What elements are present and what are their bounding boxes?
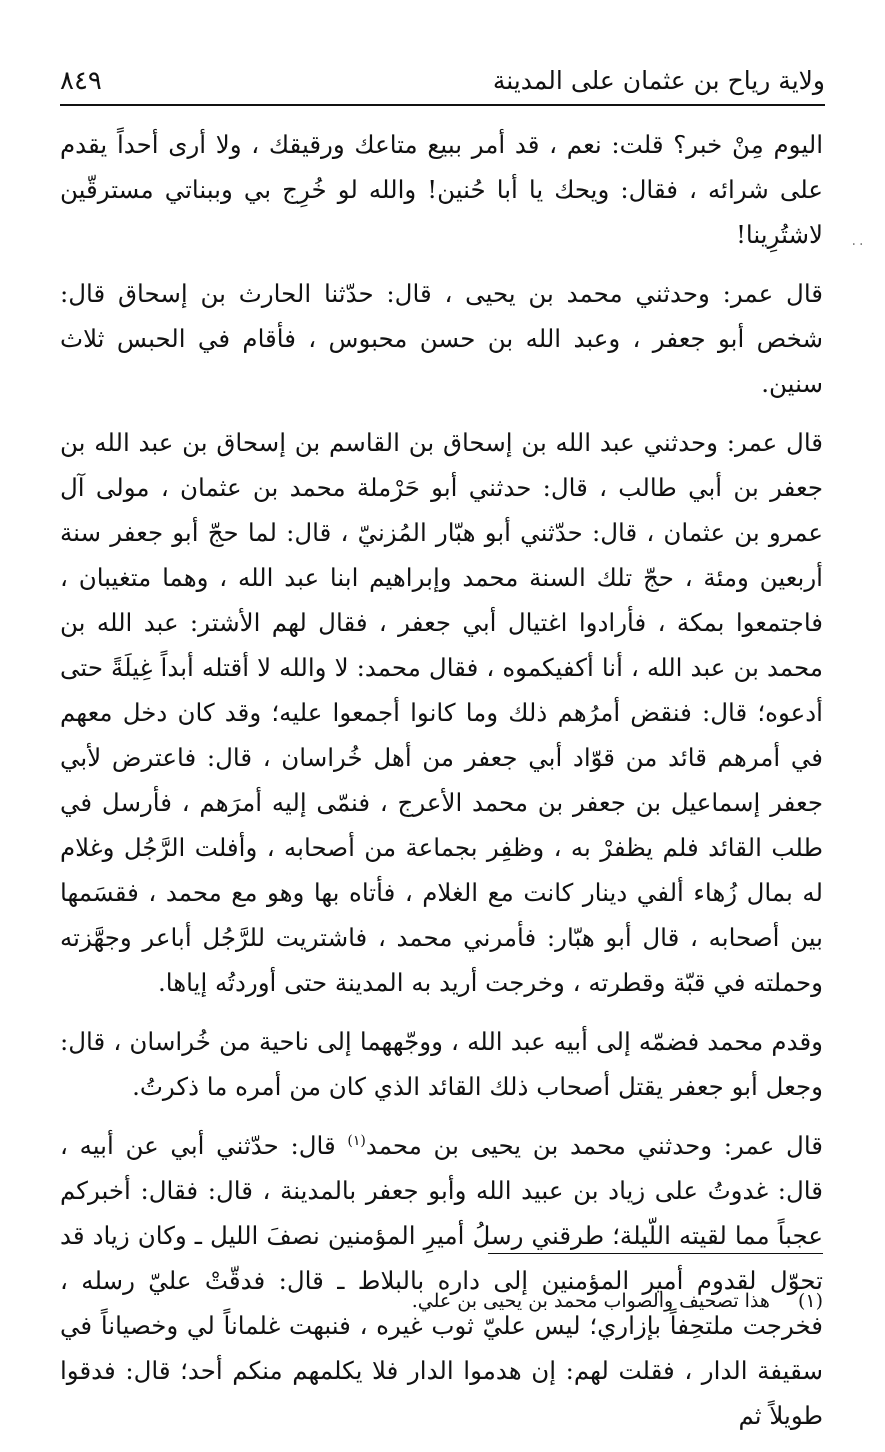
paragraph-2: قال عمر: وحدثني محمد بن يحيى ، قال: حدّثنا الحارث بن إسحاق قال: شخص أبو جعفر ، وعبد الله بن حسن محبوس ، فأقام في الحبس ثلاث سنين. [60, 279, 823, 398]
paragraph-5-body: قال: غدوتُ على زياد بن عبيد الله وأبو جعفر بالمدينة ، قال: فقال: أخبركم عجباً مما لقيته اللّيلة؛ طرقني رسلُ أميرِ المؤمنين نصفَ الليل ـ وكان زياد قد تحوّل لقدوم أمير المؤمنين إلى داره بالبلاط ـ قال: فدقّتْ عليّ رسله ، فخرجت ملتحِفاً بإزاري؛ ليس عليّ ثوب غيره ، فنبهت غلماناً لي وخصياناً في سقيفة الدار ، فقلت لهم: إن هدموا الدار فلا يكلمهم منكم أحد؛ قال: فدقوا طويلاً ثم [60, 1176, 823, 1430]
page-header [60, 52, 825, 106]
footnote-reference[interactable]: (١) [347, 1132, 366, 1149]
footnote [60, 1286, 823, 1316]
paragraph-1: اليوم مِنْ خبر؟ قلت: نعم ، قد أمر ببيع متاعك ورقيقك ، ولا أرى أحداً يقدم على شرائه ، فقال: ويحك يا أبا حُنين! والله لو خُرِج بي وببناتي مسترقّين لاشتُرِينا! [60, 130, 824, 249]
paragraph-5 [60, 1123, 823, 1438]
margin-mark: ٠٠ [849, 236, 865, 252]
paragraph-3: قال عمر: وحدثني عبد الله بن إسحاق بن القاسم بن إسحاق بن عبد الله بن جعفر بن أبي طالب ، قال: حدثني أبو حَرْملة محمد بن عثمان ، مولى آل عمرو بن عثمان ، قال: حدّثني أبو هبّار المُزنيّ ، قال: لما حجّ أبو جعفر سنة أربعين ومئة ، حجّ تلك السنة محمد وإبراهيم ابنا عبد الله ، وهما متغيبان ، فاجتمعوا بمكة ، فأرادوا اغتيال أبي جعفر ، فقال لهم الأشتر: عبد الله بن محمد بن عبد الله ، أنا أكفيكموه ، فقال محمد: لا والله لا أقتله أبداً غِيلَةً حتى أدعوه؛ قال: فنقض أمرُهم ذلك وما كانوا أجمعوا عليه؛ وقد كان دخل معهم في أمرهم قائد من قوّاد أبي جعفر من أهل خُراسان ، قال: فاعترض لأبي جعفر إسماعيل بن جعفر بن محمد الأعرج ، فنمّى إليه أمرَهم ، فأرسل في طلب القائد فلم يظفرْ به ، وظفِر بجماعة من أصحابه ، وأفلت الرَّجُل وغلام له بمال زُهاء ألفي دينار كانت مع الغلام ، فأتاه بها وهو مع محمد ، فقسَمها بين أصحابه ، قال أبو هبّار: فأمرني محمد ، فاشتريت للرَّجُل أباعر وجهَّزته وحملته في قبّة وقطرته ، وخرجت أريد به المدينة حتى أوردتُه إياها. [60, 428, 823, 997]
footnote-divider [488, 1253, 823, 1254]
page-number: ٨٤٩ [60, 66, 102, 96]
paragraph-5-continuation: قال: حدّثني أبي عن أبيه ، [60, 1131, 348, 1160]
running-title: ولاية رياح بن عثمان على المدينة [492, 66, 825, 95]
paragraph-5-opening: قال عمر: وحدثني محمد بن يحيى بن محمد [365, 1131, 823, 1160]
footnote-number: (١) [797, 1290, 823, 1312]
footnotes [60, 1286, 823, 1316]
paragraph-4: وقدم محمد فضمّه إلى أبيه عبد الله ، ووجّههما إلى ناحية من خُراسان ، قال: وجعل أبو جعفر يقتل أصحاب ذلك القائد الذي كان من أمره ما ذكرتُ. [60, 1027, 823, 1101]
footnote-text: هذا تصحيف والصواب محمد بن يحيى بن علي. [411, 1290, 770, 1312]
